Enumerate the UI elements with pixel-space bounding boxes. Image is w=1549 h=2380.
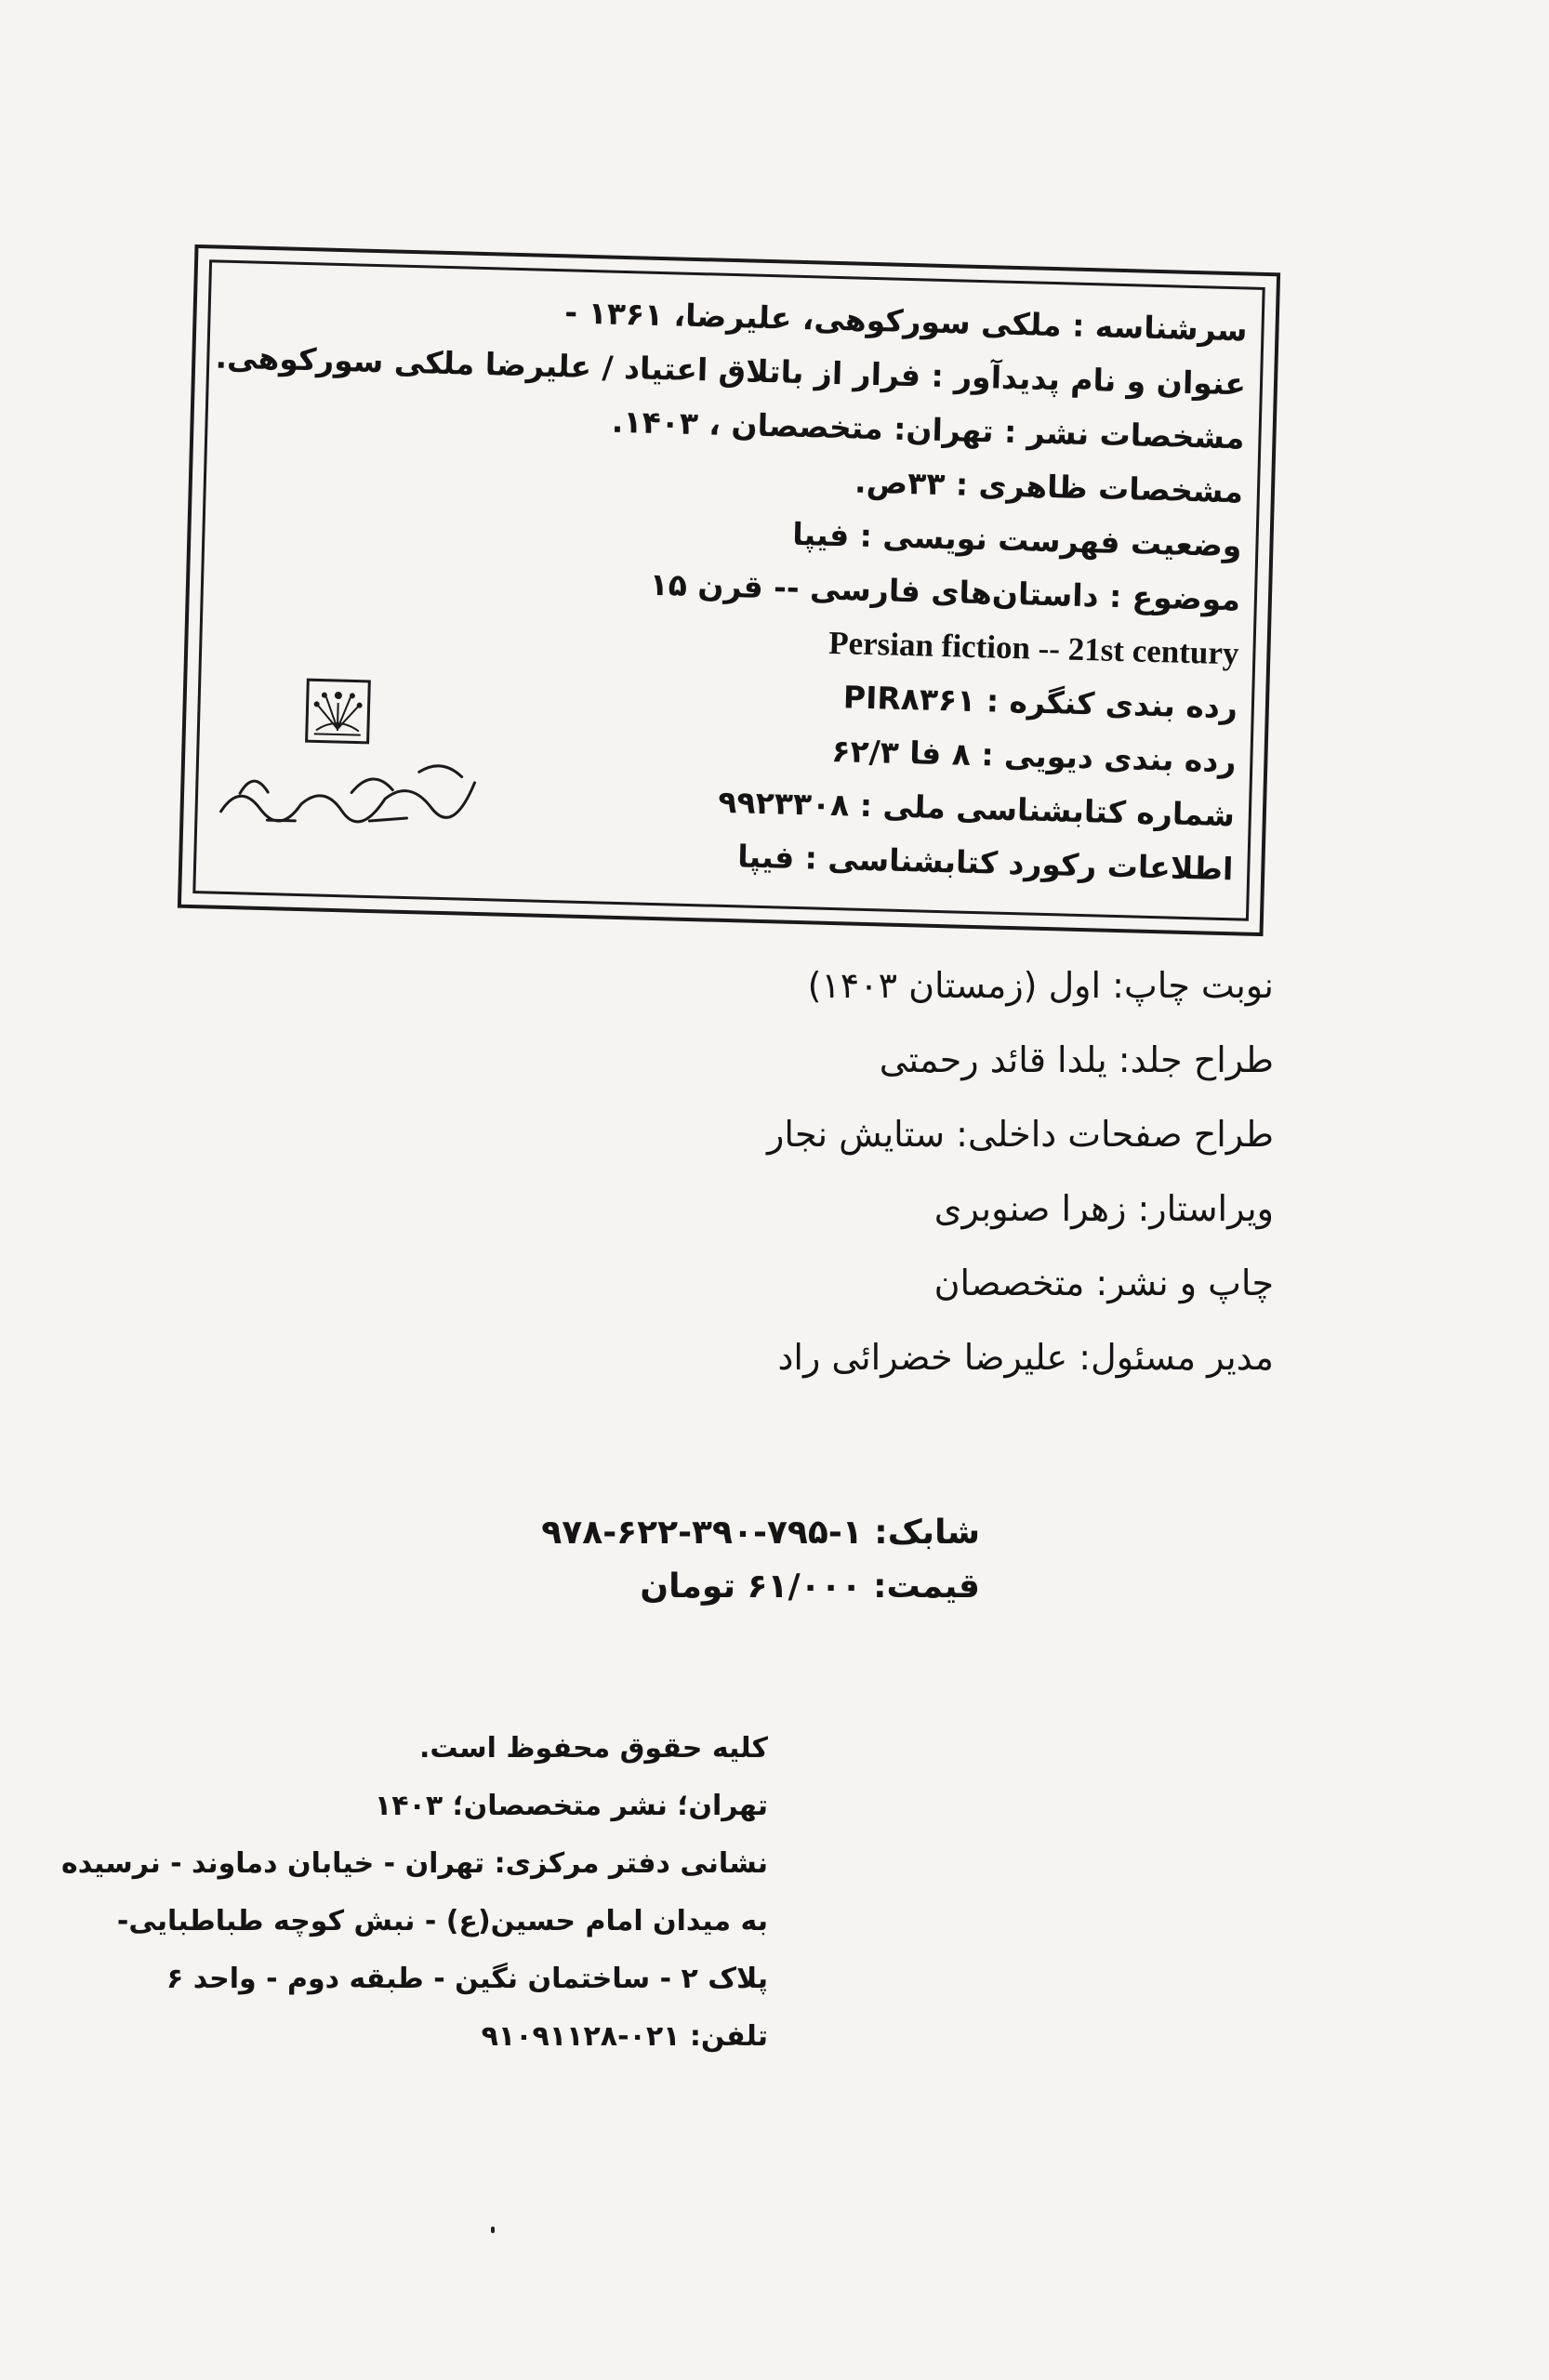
publisher-line: تهران؛ نشر متخصصان؛ ۱۴۰۳ xyxy=(374,1790,768,1822)
address-line-1: نشانی دفتر مرکزی: تهران - خیابان دماوند - نرسیده xyxy=(61,1847,768,1880)
credit-manager: مدیر مسئول: علیرضا خضرائی راد xyxy=(777,1337,1274,1378)
cip-line-publication: مشخصات نشر : تهران: متخصصان ، ۱۴۰۳. xyxy=(611,403,1245,456)
cip-line-subject-english: Persian fiction -- 21st century xyxy=(827,624,1239,672)
cip-line-title: عنوان و نام پدیدآور : فرار از باتلاق اعتیاد / علیرضا ملکی سورکوهی. xyxy=(215,338,1247,403)
credits-block xyxy=(437,948,1274,1395)
cip-line-dewey-class: رده بندی دیویی : ۸ فا ۶۲/۳ xyxy=(830,732,1237,780)
copyright-notice: کلیه حقوق محفوظ است. xyxy=(419,1732,768,1765)
credit-cover-designer: طراح جلد: یلدا قائد رحمتی xyxy=(879,1039,1274,1080)
credit-editor: ویراستار: زهرا صنوبری xyxy=(933,1188,1274,1229)
price-line: قیمت: ۶۱/۰۰۰ تومان xyxy=(640,1567,980,1606)
phone-line: تلفن: ۰۲۱-۹۱۰۹۱۱۲۸ xyxy=(481,2020,768,2053)
isbn-line: شابک: ۱-۷۹۵-۳۹۰-۶۲۲-۹۷۸ xyxy=(541,1514,980,1552)
cip-line-subject: موضوع : داستان‌های فارسی -- قرن ۱۵ xyxy=(649,565,1241,618)
credit-print-run: نوبت چاپ: اول (زمستان ۱۴۰۳) xyxy=(807,965,1274,1006)
isbn-price-block xyxy=(329,1506,980,1614)
address-block xyxy=(61,1720,768,2066)
address-line-2: به میدان امام حسین(ع) - نبش کوچه طباطبایی- xyxy=(116,1905,768,1937)
ink-speck xyxy=(491,2227,495,2233)
cip-line-author: سرشناسه : ملکی سورکوهی، علیرضا، ۱۳۶۱ - xyxy=(563,294,1249,349)
credit-page-designer: طراح صفحات داخلی: ستایش نجار xyxy=(767,1114,1274,1155)
cip-line-status: وضعیت فهرست نویسی : فیپا xyxy=(791,515,1242,564)
cip-line-national-number: شماره کتابشناسی ملی : ۹۹۲۳۳۰۸ xyxy=(717,783,1236,834)
cip-line-physical: مشخصات ظاهری : ۳۳ص. xyxy=(854,463,1244,510)
cataloguing-box xyxy=(178,245,1280,936)
credit-publisher: چاپ و نشر: متخصصان xyxy=(933,1263,1274,1303)
cip-line-record-info: اطلاعات رکورد کتابشناسی : فیپا xyxy=(736,838,1234,888)
cip-line-lc-class: رده بندی کنگره : PIR۸۳۶۱ xyxy=(842,679,1238,726)
library-logo-icon xyxy=(211,672,484,838)
address-line-3: پلاک ۲ - ساختمان نگین - طبقه دوم - واحد ۶ xyxy=(166,1963,768,1995)
